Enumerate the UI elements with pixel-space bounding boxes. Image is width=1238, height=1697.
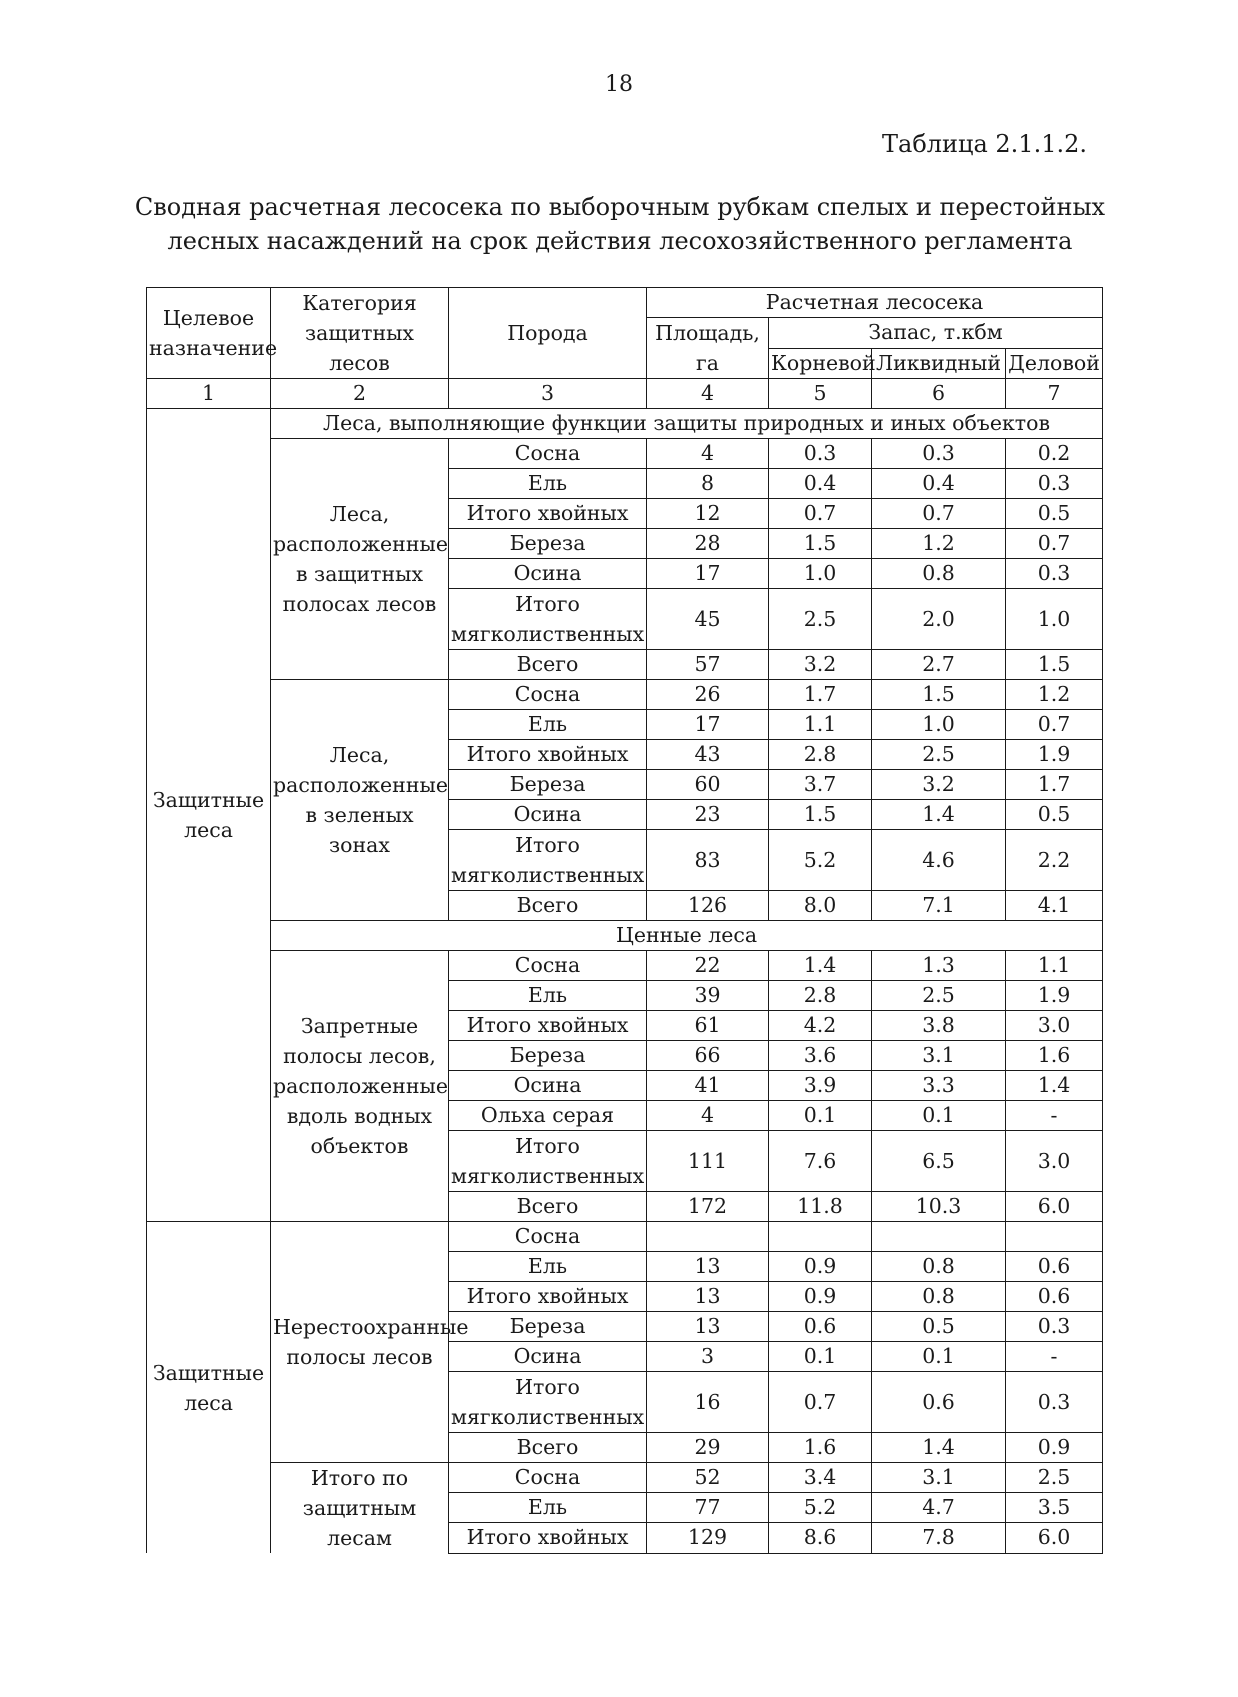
root-stock-cell: 0.9 bbox=[769, 1282, 872, 1312]
business-stock-cell: 1.2 bbox=[1006, 680, 1103, 710]
root-stock-cell: 1.5 bbox=[769, 529, 872, 559]
root-stock-cell: 2.8 bbox=[769, 740, 872, 770]
business-stock-cell: 0.7 bbox=[1006, 710, 1103, 740]
table-row bbox=[147, 439, 1103, 469]
area-cell: 61 bbox=[647, 1011, 769, 1041]
root-stock-cell: 11.8 bbox=[769, 1192, 872, 1222]
category-cell: Итого по защитным лесам bbox=[271, 1463, 449, 1554]
header-species: Порода bbox=[449, 288, 647, 379]
table-id: Таблица 2.1.1.2. bbox=[882, 130, 1087, 158]
area-cell: 129 bbox=[647, 1523, 769, 1553]
business-stock-cell: 0.3 bbox=[1006, 1372, 1103, 1433]
liquid-stock-cell: 7.8 bbox=[872, 1523, 1006, 1553]
business-stock-cell: 1.4 bbox=[1006, 1071, 1103, 1101]
business-stock-cell: 1.9 bbox=[1006, 740, 1103, 770]
business-stock-cell: 0.9 bbox=[1006, 1433, 1103, 1463]
liquid-stock-cell: 2.7 bbox=[872, 650, 1006, 680]
caption-line-2: лесных насаждений на срок действия лесохозяйственного регламента bbox=[167, 227, 1073, 255]
section-row bbox=[147, 409, 1103, 439]
root-stock-cell: 3.2 bbox=[769, 650, 872, 680]
area-cell: 4 bbox=[647, 1101, 769, 1131]
species-cell: Итого хвойных bbox=[449, 499, 647, 529]
liquid-stock-cell: 1.5 bbox=[872, 680, 1006, 710]
section-row bbox=[147, 921, 1103, 951]
species-cell: Итого мягколиственных bbox=[449, 589, 647, 650]
column-number: 1 bbox=[147, 379, 271, 409]
species-cell: Сосна bbox=[449, 1463, 647, 1493]
root-stock-cell: 5.2 bbox=[769, 830, 872, 891]
liquid-stock-cell: 0.1 bbox=[872, 1101, 1006, 1131]
page-number: 18 bbox=[605, 72, 633, 97]
header-row-1 bbox=[147, 288, 1103, 318]
species-cell: Осина bbox=[449, 1342, 647, 1372]
area-cell: 45 bbox=[647, 589, 769, 650]
liquid-stock-cell bbox=[872, 1222, 1006, 1252]
root-stock-cell: 1.5 bbox=[769, 800, 872, 830]
column-number: 3 bbox=[449, 379, 647, 409]
liquid-stock-cell: 3.3 bbox=[872, 1071, 1006, 1101]
liquid-stock-cell: 0.7 bbox=[872, 499, 1006, 529]
area-cell: 12 bbox=[647, 499, 769, 529]
root-stock-cell: 8.6 bbox=[769, 1523, 872, 1553]
area-cell: 3 bbox=[647, 1342, 769, 1372]
area-cell: 172 bbox=[647, 1192, 769, 1222]
business-stock-cell: 6.0 bbox=[1006, 1192, 1103, 1222]
area-cell: 52 bbox=[647, 1463, 769, 1493]
business-stock-cell: 0.3 bbox=[1006, 469, 1103, 499]
species-cell: Итого мягколиственных bbox=[449, 830, 647, 891]
root-stock-cell: 0.1 bbox=[769, 1101, 872, 1131]
business-stock-cell: 0.5 bbox=[1006, 800, 1103, 830]
business-stock-cell: - bbox=[1006, 1101, 1103, 1131]
area-cell: 13 bbox=[647, 1252, 769, 1282]
species-cell: Осина bbox=[449, 1071, 647, 1101]
species-cell: Осина bbox=[449, 800, 647, 830]
species-cell: Ель bbox=[449, 1252, 647, 1282]
root-stock-cell: 3.9 bbox=[769, 1071, 872, 1101]
species-cell: Ель bbox=[449, 469, 647, 499]
category-cell: Леса, расположенные в зеленых зонах bbox=[271, 680, 449, 921]
liquid-stock-cell: 0.8 bbox=[872, 559, 1006, 589]
species-cell: Ольха серая bbox=[449, 1101, 647, 1131]
liquid-stock-cell: 3.8 bbox=[872, 1011, 1006, 1041]
root-stock-cell: 0.7 bbox=[769, 499, 872, 529]
table-row bbox=[147, 680, 1103, 710]
liquid-stock-cell: 0.6 bbox=[872, 1372, 1006, 1433]
root-stock-cell: 3.6 bbox=[769, 1041, 872, 1071]
area-cell: 13 bbox=[647, 1312, 769, 1342]
area-cell: 28 bbox=[647, 529, 769, 559]
table-row bbox=[147, 1222, 1103, 1252]
species-cell: Сосна bbox=[449, 1222, 647, 1252]
root-stock-cell bbox=[769, 1222, 872, 1252]
business-stock-cell: 0.7 bbox=[1006, 529, 1103, 559]
species-cell: Всего bbox=[449, 891, 647, 921]
species-cell: Всего bbox=[449, 650, 647, 680]
business-stock-cell: 0.5 bbox=[1006, 499, 1103, 529]
species-cell: Береза bbox=[449, 529, 647, 559]
area-cell bbox=[647, 1222, 769, 1252]
liquid-stock-cell: 3.1 bbox=[872, 1041, 1006, 1071]
area-cell: 60 bbox=[647, 770, 769, 800]
root-stock-cell: 0.7 bbox=[769, 1372, 872, 1433]
species-cell: Итого мягколиственных bbox=[449, 1372, 647, 1433]
area-cell: 4 bbox=[647, 439, 769, 469]
business-stock-cell: 0.6 bbox=[1006, 1282, 1103, 1312]
header-root: Корневой bbox=[769, 348, 872, 379]
business-stock-cell: 1.6 bbox=[1006, 1041, 1103, 1071]
header-stock: Запас, т.кбм bbox=[769, 318, 1103, 349]
header-liquid: Ликвидный bbox=[872, 348, 1006, 379]
business-stock-cell: 4.1 bbox=[1006, 891, 1103, 921]
business-stock-cell: 6.0 bbox=[1006, 1523, 1103, 1553]
business-stock-cell: 2.5 bbox=[1006, 1463, 1103, 1493]
business-stock-cell: - bbox=[1006, 1342, 1103, 1372]
area-cell: 13 bbox=[647, 1282, 769, 1312]
section-header: Леса, выполняющие функции защиты природных и иных объектов bbox=[271, 409, 1103, 439]
area-cell: 8 bbox=[647, 469, 769, 499]
liquid-stock-cell: 4.6 bbox=[872, 830, 1006, 891]
business-stock-cell: 3.5 bbox=[1006, 1493, 1103, 1523]
column-number: 2 bbox=[271, 379, 449, 409]
root-stock-cell: 0.3 bbox=[769, 439, 872, 469]
category-cell: Леса, расположенные в защитных полосах лесов bbox=[271, 439, 449, 680]
header-business: Деловой bbox=[1006, 348, 1103, 379]
species-cell: Итого хвойных bbox=[449, 740, 647, 770]
liquid-stock-cell: 2.5 bbox=[872, 740, 1006, 770]
business-stock-cell: 0.2 bbox=[1006, 439, 1103, 469]
business-stock-cell bbox=[1006, 1222, 1103, 1252]
species-cell: Береза bbox=[449, 1312, 647, 1342]
column-number: 6 bbox=[872, 379, 1006, 409]
species-cell: Итого хвойных bbox=[449, 1523, 647, 1553]
business-stock-cell: 2.2 bbox=[1006, 830, 1103, 891]
table-row bbox=[147, 951, 1103, 981]
liquid-stock-cell: 0.3 bbox=[872, 439, 1006, 469]
liquid-stock-cell: 1.3 bbox=[872, 951, 1006, 981]
liquid-stock-cell: 2.5 bbox=[872, 981, 1006, 1011]
liquid-stock-cell: 3.2 bbox=[872, 770, 1006, 800]
root-stock-cell: 0.9 bbox=[769, 1252, 872, 1282]
purpose-cell: Защитные леса bbox=[147, 1222, 271, 1554]
category-cell: Запретные полосы лесов, расположенные вдоль водных объектов bbox=[271, 951, 449, 1222]
liquid-stock-cell: 1.0 bbox=[872, 710, 1006, 740]
species-cell: Всего bbox=[449, 1192, 647, 1222]
business-stock-cell: 1.1 bbox=[1006, 951, 1103, 981]
liquid-stock-cell: 0.8 bbox=[872, 1252, 1006, 1282]
species-cell: Береза bbox=[449, 1041, 647, 1071]
header-category: Категория защитных лесов bbox=[271, 288, 449, 379]
area-cell: 26 bbox=[647, 680, 769, 710]
species-cell: Итого хвойных bbox=[449, 1282, 647, 1312]
root-stock-cell: 1.6 bbox=[769, 1433, 872, 1463]
business-stock-cell: 1.7 bbox=[1006, 770, 1103, 800]
section-header: Ценные леса bbox=[271, 921, 1103, 951]
species-cell: Ель bbox=[449, 1493, 647, 1523]
area-cell: 23 bbox=[647, 800, 769, 830]
liquid-stock-cell: 3.1 bbox=[872, 1463, 1006, 1493]
liquid-stock-cell: 0.8 bbox=[872, 1282, 1006, 1312]
header-area: Площадь, га bbox=[647, 318, 769, 379]
liquid-stock-cell: 0.4 bbox=[872, 469, 1006, 499]
business-stock-cell: 0.3 bbox=[1006, 1312, 1103, 1342]
species-cell: Сосна bbox=[449, 951, 647, 981]
header-calc-cut: Расчетная лесосека bbox=[647, 288, 1103, 318]
table-caption bbox=[100, 190, 1140, 258]
root-stock-cell: 4.2 bbox=[769, 1011, 872, 1041]
area-cell: 111 bbox=[647, 1131, 769, 1192]
area-cell: 41 bbox=[647, 1071, 769, 1101]
liquid-stock-cell: 1.4 bbox=[872, 800, 1006, 830]
species-cell: Сосна bbox=[449, 680, 647, 710]
liquid-stock-cell: 1.2 bbox=[872, 529, 1006, 559]
root-stock-cell: 7.6 bbox=[769, 1131, 872, 1192]
area-cell: 126 bbox=[647, 891, 769, 921]
area-cell: 17 bbox=[647, 710, 769, 740]
area-cell: 22 bbox=[647, 951, 769, 981]
area-cell: 66 bbox=[647, 1041, 769, 1071]
root-stock-cell: 5.2 bbox=[769, 1493, 872, 1523]
liquid-stock-cell: 0.5 bbox=[872, 1312, 1006, 1342]
liquid-stock-cell: 10.3 bbox=[872, 1192, 1006, 1222]
area-cell: 39 bbox=[647, 981, 769, 1011]
species-cell: Осина bbox=[449, 559, 647, 589]
root-stock-cell: 1.1 bbox=[769, 710, 872, 740]
column-number: 7 bbox=[1006, 379, 1103, 409]
species-cell: Всего bbox=[449, 1433, 647, 1463]
root-stock-cell: 1.4 bbox=[769, 951, 872, 981]
category-cell: Нерестоохранные полосы лесов bbox=[271, 1222, 449, 1463]
liquid-stock-cell: 7.1 bbox=[872, 891, 1006, 921]
caption-line-1: Сводная расчетная лесосека по выборочным рубкам спелых и перестойных bbox=[134, 193, 1106, 221]
area-cell: 43 bbox=[647, 740, 769, 770]
root-stock-cell: 3.7 bbox=[769, 770, 872, 800]
root-stock-cell: 2.8 bbox=[769, 981, 872, 1011]
area-cell: 29 bbox=[647, 1433, 769, 1463]
area-cell: 57 bbox=[647, 650, 769, 680]
purpose-cell: Защитные леса bbox=[147, 409, 271, 1222]
liquid-stock-cell: 4.7 bbox=[872, 1493, 1006, 1523]
column-number: 5 bbox=[769, 379, 872, 409]
area-cell: 16 bbox=[647, 1372, 769, 1433]
root-stock-cell: 2.5 bbox=[769, 589, 872, 650]
species-cell: Береза bbox=[449, 770, 647, 800]
table-row bbox=[147, 1463, 1103, 1493]
species-cell: Итого хвойных bbox=[449, 1011, 647, 1041]
business-stock-cell: 1.9 bbox=[1006, 981, 1103, 1011]
species-cell: Итого мягколиственных bbox=[449, 1131, 647, 1192]
business-stock-cell: 0.3 bbox=[1006, 559, 1103, 589]
species-cell: Ель bbox=[449, 710, 647, 740]
species-cell: Сосна bbox=[449, 439, 647, 469]
liquid-stock-cell: 0.1 bbox=[872, 1342, 1006, 1372]
business-stock-cell: 1.5 bbox=[1006, 650, 1103, 680]
business-stock-cell: 3.0 bbox=[1006, 1131, 1103, 1192]
business-stock-cell: 0.6 bbox=[1006, 1252, 1103, 1282]
root-stock-cell: 0.6 bbox=[769, 1312, 872, 1342]
business-stock-cell: 1.0 bbox=[1006, 589, 1103, 650]
header-purpose: Целевое назначение bbox=[147, 288, 271, 379]
species-cell: Ель bbox=[449, 981, 647, 1011]
liquid-stock-cell: 1.4 bbox=[872, 1433, 1006, 1463]
root-stock-cell: 1.0 bbox=[769, 559, 872, 589]
cutting-area-table bbox=[146, 287, 1103, 1554]
area-cell: 17 bbox=[647, 559, 769, 589]
root-stock-cell: 0.4 bbox=[769, 469, 872, 499]
business-stock-cell: 3.0 bbox=[1006, 1011, 1103, 1041]
column-number-row bbox=[147, 379, 1103, 409]
area-cell: 77 bbox=[647, 1493, 769, 1523]
liquid-stock-cell: 6.5 bbox=[872, 1131, 1006, 1192]
root-stock-cell: 0.1 bbox=[769, 1342, 872, 1372]
area-cell: 83 bbox=[647, 830, 769, 891]
root-stock-cell: 1.7 bbox=[769, 680, 872, 710]
root-stock-cell: 8.0 bbox=[769, 891, 872, 921]
root-stock-cell: 3.4 bbox=[769, 1463, 872, 1493]
liquid-stock-cell: 2.0 bbox=[872, 589, 1006, 650]
column-number: 4 bbox=[647, 379, 769, 409]
